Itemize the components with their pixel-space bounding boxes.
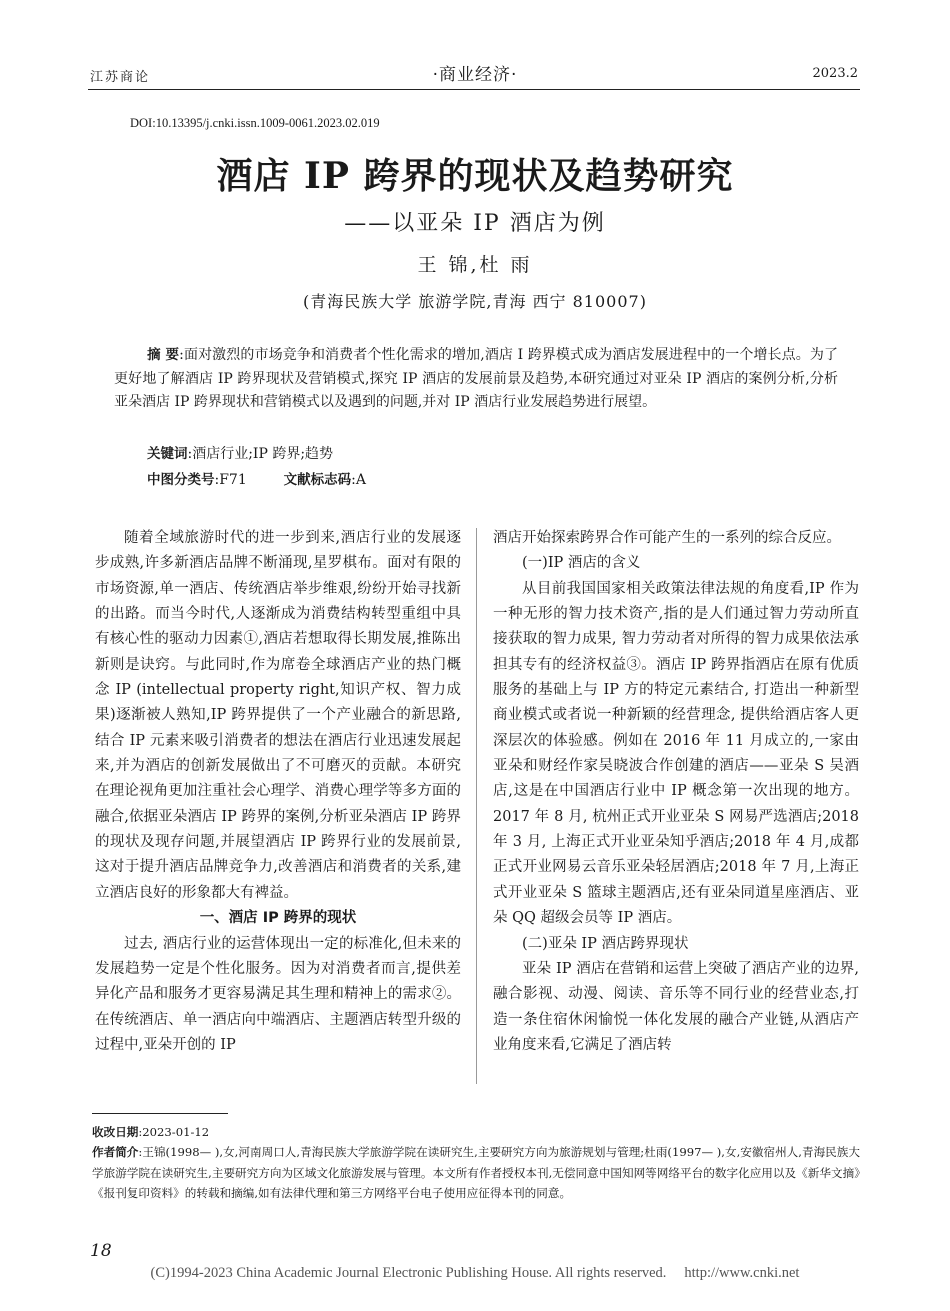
doc-code-label: 文献标志码 <box>283 472 352 488</box>
keywords <box>147 442 333 463</box>
body-left-column <box>95 526 461 1058</box>
clc-label: 中图分类号 <box>147 472 215 488</box>
doi: DOI:10.13395/j.cnki.issn.1009-0061.2023.02.019 <box>130 116 380 130</box>
paragraph: 过去, 酒店行业的运营体现出一定的标准化,但未来的发展趋势一定是个性化服务。因为对消费者而言,提供差异化产品和服务才更容易满足其生理和精神上的需求②。在传统酒店、单一酒店向中端酒店、主题酒店转型升级的过程中,亚朵开创的 IP <box>95 935 461 1053</box>
paragraph: 从目前我国国家相关政策法律法规的角度看,IP 作为一种无形的智力技术资产,指的是人们通过智力劳动所直接获取的智力成果, 智力劳动者对所得的智力成果依法承担其专有的经济权益③。酒店 IP 跨界指酒店在原有优质服务的基础上与 IP 方的特定元素结合, 打造出一种新型商业模式或者说一种新颖的经营理念, 提供给酒店客人更深层次的体验感。例如在 2016 年 11 月成立的,一家由亚朵和财经作家吴晓波合作创建的酒店——亚朵 S 吴酒店,这是在中国酒店行业中 IP 概念第一次出现的地方。2017 年 8 月, 杭州正式开业亚朵 S 网易严选酒店;2018 年 3 月, 上海正式开业亚朵知乎酒店;2018 年 4 月,成都正式开业网易云音乐亚朵轻居酒店;2018 年 7 月,上海正式开业亚朵 S 篮球主题酒店,还有亚朵同道星座酒店、亚朵 QQ 超级会员等 IP 酒店。 <box>493 580 859 927</box>
received-date: 收改日期:2023-01-12 <box>92 1125 210 1139</box>
copyright-url[interactable]: http://www.cnki.net <box>684 1265 800 1281</box>
copyright-line <box>0 1265 950 1282</box>
abstract-text: :面对激烈的市场竞争和消费者个性化需求的增加,酒店 I 跨界模式成为酒店发展进程中的一个增长点。为了更好地了解酒店 IP 跨界现状及营销模式,探究 IP 酒店的发展前景及趋势,本研究通过对亚朵 IP 酒店的案例分析,分析亚朵酒店 IP 跨界现状和营销模式以及遇到的问题,并对 IP 酒店行业发展趋势进行展望。 <box>114 347 838 410</box>
journal-name: 江苏商论 <box>90 70 151 85</box>
keywords-text: :酒店行业;IP 跨界;趋势 <box>187 446 334 462</box>
author-bio: 作者简介:王锦(1998— ),女,河南周口人,青海民族大学旅游学院在读研究生,主要研究方向为旅游规划与管理;杜雨(1997— ),女,安徽宿州人,青海民族大学旅游学院在读研究生,主要研究方向为区域文化旅游发展与管理。本文所有作者授权本刊,无偿同意中国知网等网络平台的数字化应用以及《新华文摘》《报刊复印资料》的转载和摘编,如有法律代理和第三方网络平台电子使用应征得本刊的同意。 <box>92 1145 860 1200</box>
paragraph: 酒店开始探索跨界合作可能产生的一系列的综合反应。 <box>493 530 841 546</box>
keywords-label: 关键词 <box>147 446 188 462</box>
section-name: ·商业经济· <box>432 65 518 85</box>
section-heading: 一、酒店 IP 跨界的现状 <box>199 910 357 927</box>
abstract-label: 摘 要 <box>147 347 180 363</box>
paper-subtitle: ——以亚朵 IP 酒店为例 <box>344 211 606 236</box>
paragraph: 亚朵 IP 酒店在营销和运营上突破了酒店产业的边界,融合影视、动漫、阅读、音乐等不同行业的经营业态,打造一条住宿休闲愉悦一体化发展的融合产业链,从酒店产业角度来看,它满足了酒店转 <box>493 960 859 1053</box>
paragraph: 随着全域旅游时代的进一步到来,酒店行业的发展逐步成熟,许多新酒店品牌不断涌现,星罗棋布。面对有限的市场资源,单一酒店、传统酒店举步维艰,纷纷开始寻找新的出路。而当今时代,人逐渐成为消费结构转型重组中具有核心性的驱动力因素①,酒店若想取得长期发展,推陈出新则是诀窍。与此同时,作为席卷全球酒店产业的热门概念 IP (intellectual property right,知识产权、智力成果)逐渐被人熟知,IP 跨界提供了一个产业融合的新思路,结合 IP 元素来吸引消费者的想法在酒店行业迅速发展起来,并为酒店的创新发展做出了不可磨灭的贡献。本研究在理论视角更加注重社会心理学、消费心理学等多方面的融合,依据亚朵酒店 IP 跨界的案例,分析亚朵酒店 IP 跨界的现状及现存问题,并展望酒店 IP 跨界行业的发展前景,这对于提升酒店品牌竞争力,改善酒店和消费者的关系,建立酒店良好的形象都大有裨益。 <box>95 530 461 901</box>
subsection-heading: (二)亚朵 IP 酒店跨界现状 <box>522 935 689 952</box>
paper-title: 酒店 IP 跨界的现状及趋势研究 <box>216 155 734 197</box>
column-divider <box>476 528 477 1084</box>
footnote-rule <box>92 1113 228 1114</box>
subsection-heading: (一)IP 酒店的含义 <box>522 555 641 572</box>
page-number: 18 <box>90 1241 112 1261</box>
authors: 王 锦,杜 雨 <box>417 254 533 276</box>
body-right-column <box>493 526 859 1058</box>
header-rule <box>88 89 860 90</box>
footnote <box>92 1122 860 1203</box>
clc-value: :F71 <box>214 472 247 488</box>
affiliation: (青海民族大学 旅游学院,青海 西宁 810007) <box>303 292 647 311</box>
issue-number: 2023.2 <box>812 66 858 81</box>
classification <box>147 468 366 488</box>
copyright-text: (C)1994-2023 China Academic Journal Electronic Publishing House. All rights reserved. <box>150 1265 667 1281</box>
doc-code-value: :A <box>351 472 366 488</box>
abstract <box>114 344 838 415</box>
